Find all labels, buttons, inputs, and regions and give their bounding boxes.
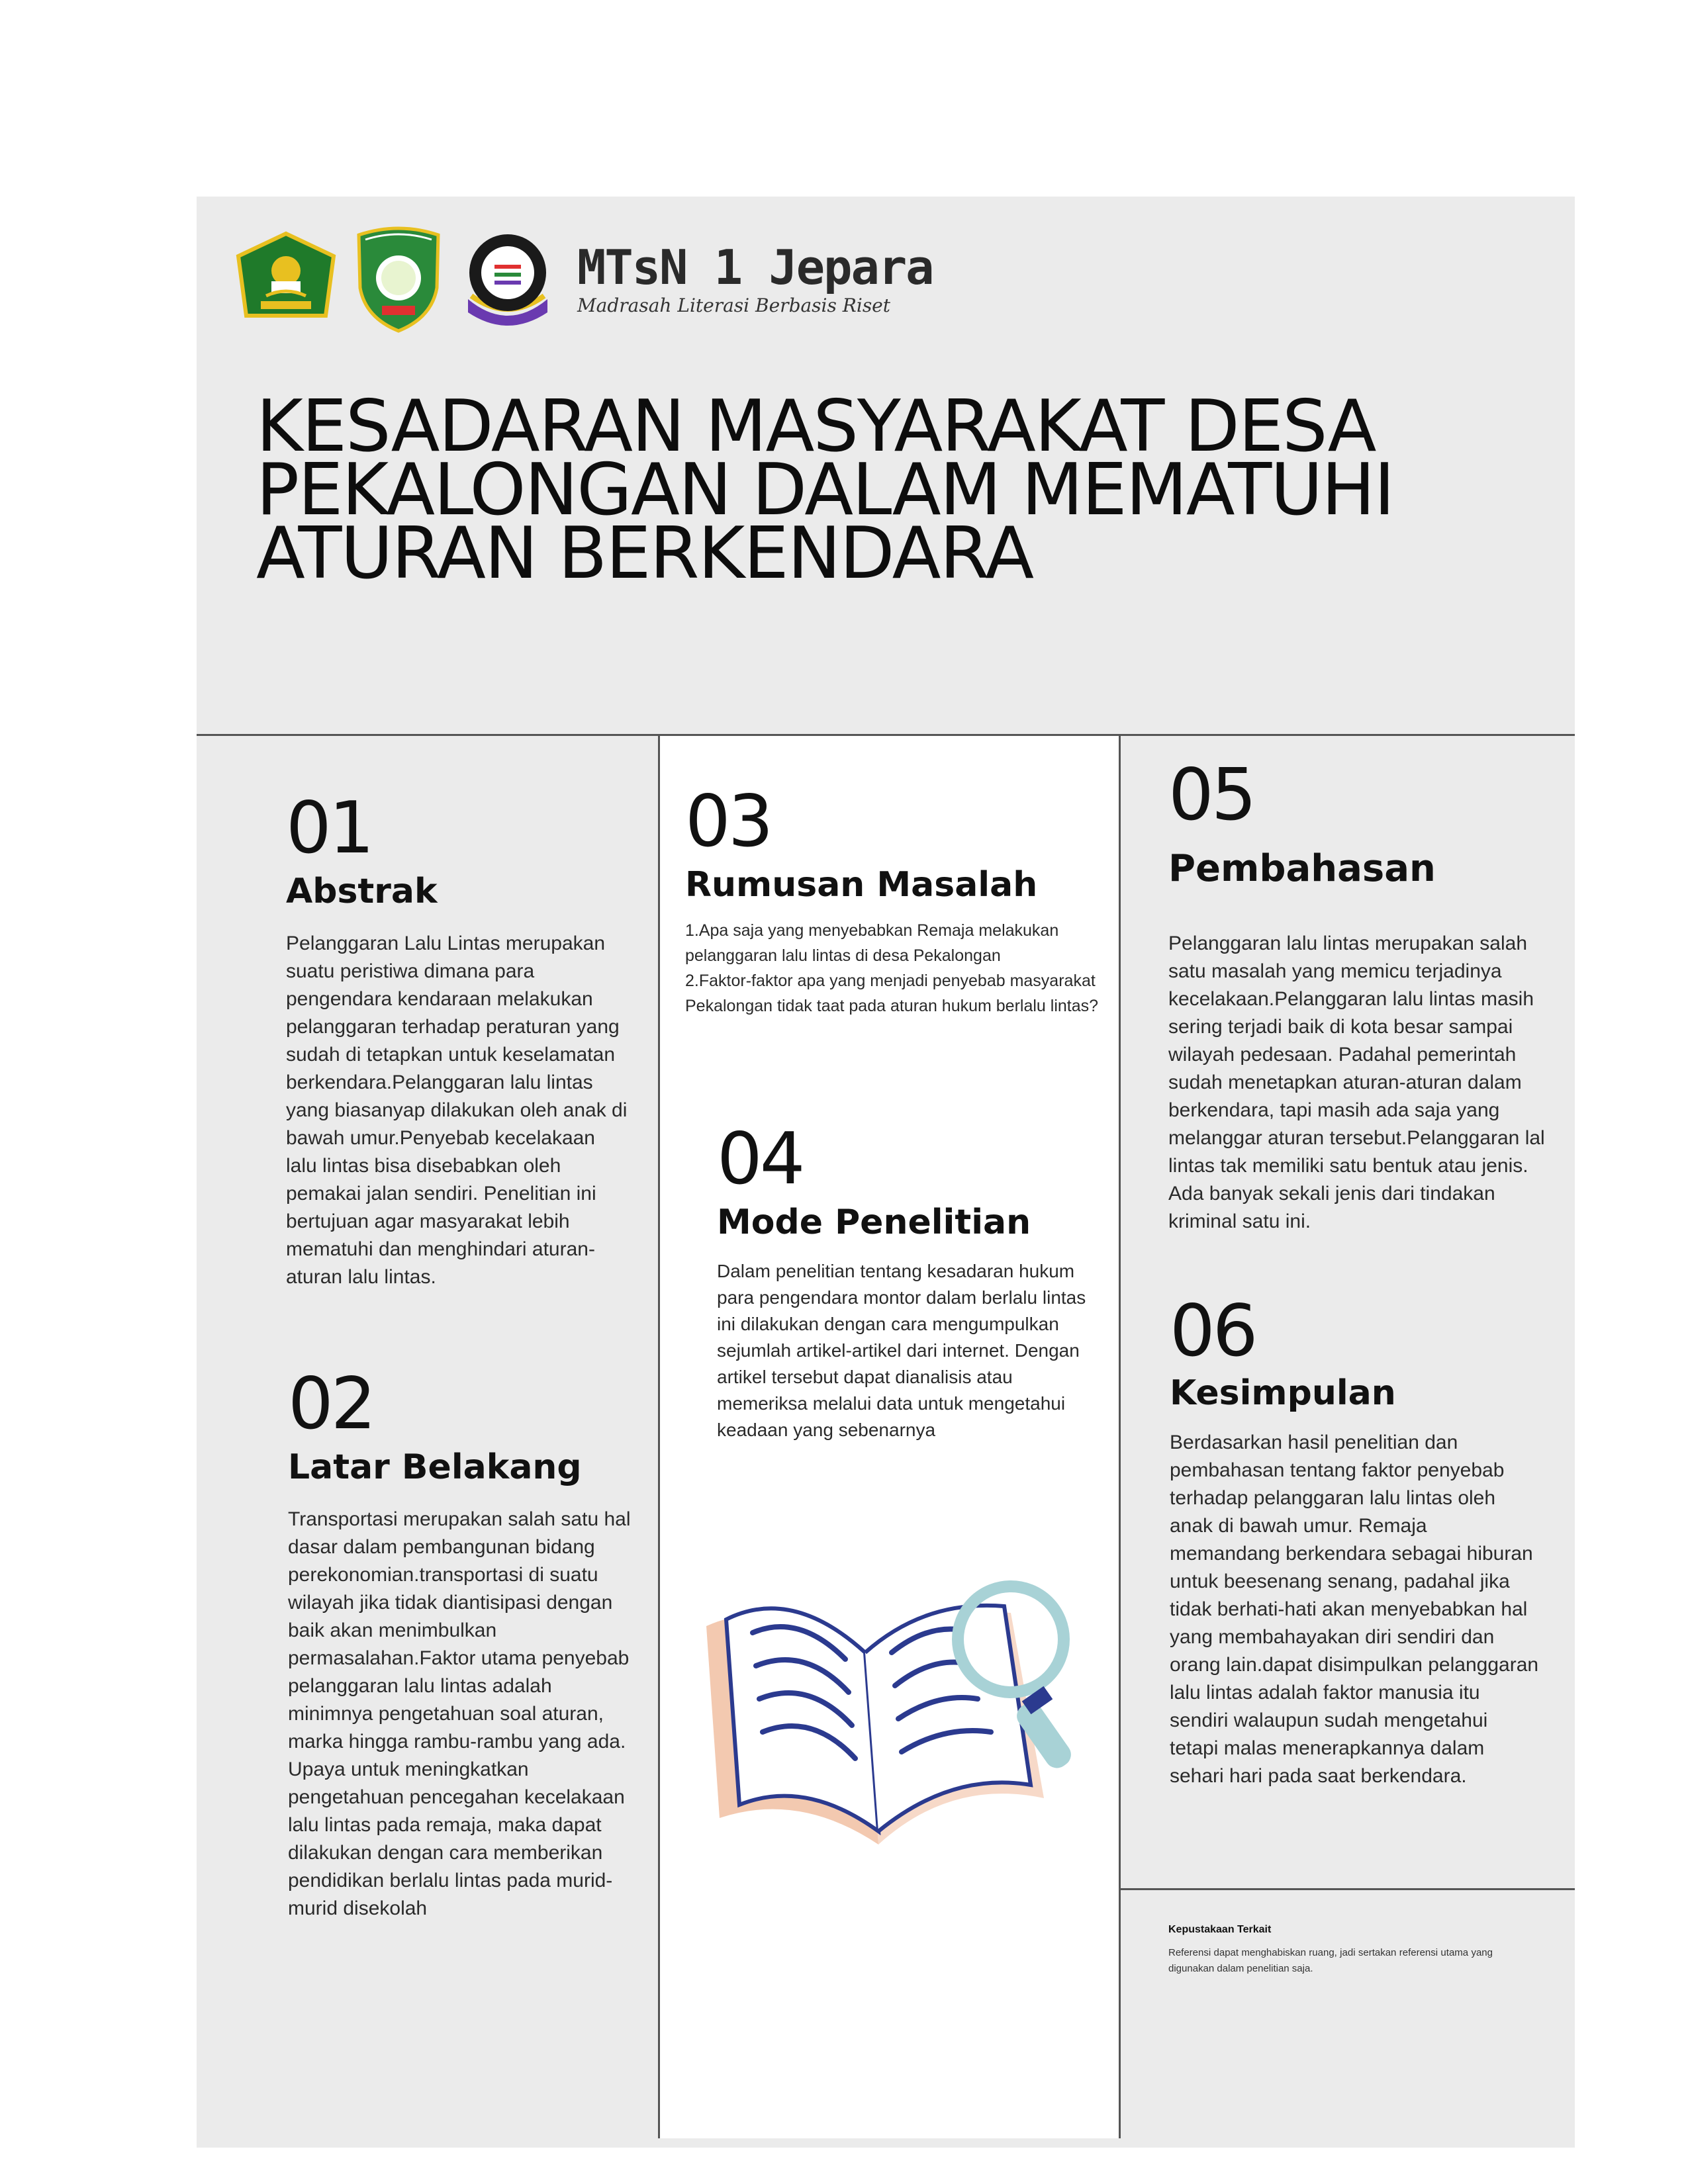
section-text: Transportasi merupakan salah satu hal dasar dalam pembangunan bidang perekonomian.transportasi di suatu wilayah jika tidak diantisipasi dengan baik akan menimbulkan permasalahan.Faktor utama penyebab pelanggaran lalu lintas adalah minimnya pengetahuan soal aturan, marka hingga rambu-rambu yang ada. Upaya untuk meningkatkan pengetahuan pencegahan kecelakaan lalu lintas pada remaja, maka dapat dilakukan dengan cara memberikan pendidikan berlalu lintas pada murid-murid disekolah [288, 1508, 631, 1919]
section-number: 02 [288, 1363, 374, 1445]
kemenag-logo-icon [233, 230, 339, 329]
section-latar-belakang [288, 1363, 639, 1923]
poster [197, 197, 1575, 2148]
section-title: Pembahasan [1168, 847, 1436, 890]
section-title: Latar Belakang [288, 1447, 582, 1487]
section-title: Kesimpulan [1170, 1373, 1396, 1413]
section-text: Dalam penelitian tentang kesadaran hukum para pengendara montor dalam berlalu lintas ini dilakukan dengan cara mengumpulkan sejumlah artikel-artikel dari internet. Dengan artikel tersebut dapat dianalisis atau memeriksa melalui data untuk mengetahui keadaan yang sebenarnya [717, 1261, 1086, 1440]
references-text: Referensi dapat menghabiskan ruang, jadi sertakan referensi utama yang digunakan dalam penelitian saja. [1168, 1947, 1493, 1974]
page-title: KESADARAN MASYARAKAT DESA PEKALONGAN DALAM MEMATUHI ATURAN BERKENDARA [256, 385, 1394, 595]
section-text: Pelanggaran Lalu Lintas merupakan suatu peristiwa dimana para pengendara kendaraan melakukan pelanggaran terhadap peraturan yang sudah di tetapkan untuk keselamatan berkendara.Pelanggaran lalu lintas yang biasanyap dilakukan oleh anak di bawah umur.Penyebab kecelakaan lalu lintas bisa disebabkan oleh pemakai jalan sendiri. Penelitian ini bertujuan agar masyarakat lebih mematuhi dan menghindari aturan-aturan lalu lintas. [286, 933, 628, 1288]
section-text: Pelanggaran lalu lintas merupakan salah satu masalah yang memicu terjadinya kecelakaan.Pelanggaran lalu lintas masih sering terjadi baik di kota besar sampai wilayah pedesaan. Padahal pemerintah sudah menetapkan aturan-aturan dalam berkendara, tapi masih ada saja yang melanggar aturan tersebut.Pelanggaran lal lintas tak memiliki satu bentuk atau jenis. Ada banyak sekali jenis dari tindakan kriminal satu ini. [1168, 933, 1545, 1232]
section-number: 01 [286, 787, 372, 870]
school-tagline: Madrasah Literasi Berbasis Riset [577, 295, 891, 316]
header-divider [197, 734, 1575, 736]
school-name: MTsN 1 Jepara [577, 240, 933, 295]
column-divider-left [658, 735, 660, 2138]
header [197, 197, 1575, 734]
literasi-riset-badge-icon [458, 226, 557, 332]
section-number: 06 [1170, 1290, 1256, 1373]
section-number: 03 [685, 780, 771, 863]
brand [577, 241, 933, 318]
section-title: Abstrak [286, 872, 438, 911]
list-item: 2.Faktor-faktor apa yang menjadi penyebab masyarakat Pekalongan tidak taat pada aturan hukum berlalu lintas? [685, 972, 1099, 1015]
section-mode-penelitian [717, 1118, 1088, 1443]
section-text: Berdasarkan hasil penelitian dan pembahasan tentang faktor penyebab terhadap pelanggaran lalu lintas oleh anak di bawah umur. Remaja memandang berkendara sebagai hiburan untuk beesenang senang, padahal jika tidak berhati-hati akan menyebabkan hal yang membahayakan diri sendiri dan orang lain.dapat disimpulkan pelanggaran lalu lintas adalah faktor manusia itu sendiri walaupun sudah mengetahui tetapi malas menerapkannya dalam sehari hari pada saat berkendara. [1170, 1432, 1539, 1787]
section-abstrak [286, 787, 630, 1291]
references-divider [1120, 1888, 1575, 1890]
references-title: Kepustakaan Terkait [1168, 1924, 1272, 1935]
section-number: 04 [717, 1118, 803, 1201]
section-number: 05 [1168, 754, 1254, 837]
column-divider-right [1119, 735, 1121, 2138]
madrasah-literasi-shield-icon [352, 225, 445, 334]
open-book-magnifier-icon [700, 1567, 1084, 1844]
section-text [685, 918, 1102, 1019]
references [1168, 1924, 1493, 1977]
section-kesimpulan [1170, 1290, 1540, 1790]
logo-row [233, 220, 933, 339]
section-rumusan-masalah [685, 780, 1102, 1019]
section-pembahasan [1168, 754, 1566, 1236]
section-title: Rumusan Masalah [685, 865, 1038, 905]
section-title: Mode Penelitian [717, 1203, 1031, 1242]
list-item: 1.Apa saja yang menyebabkan Remaja melakukan pelanggaran lalu lintas di desa Pekalongan [685, 921, 1059, 965]
